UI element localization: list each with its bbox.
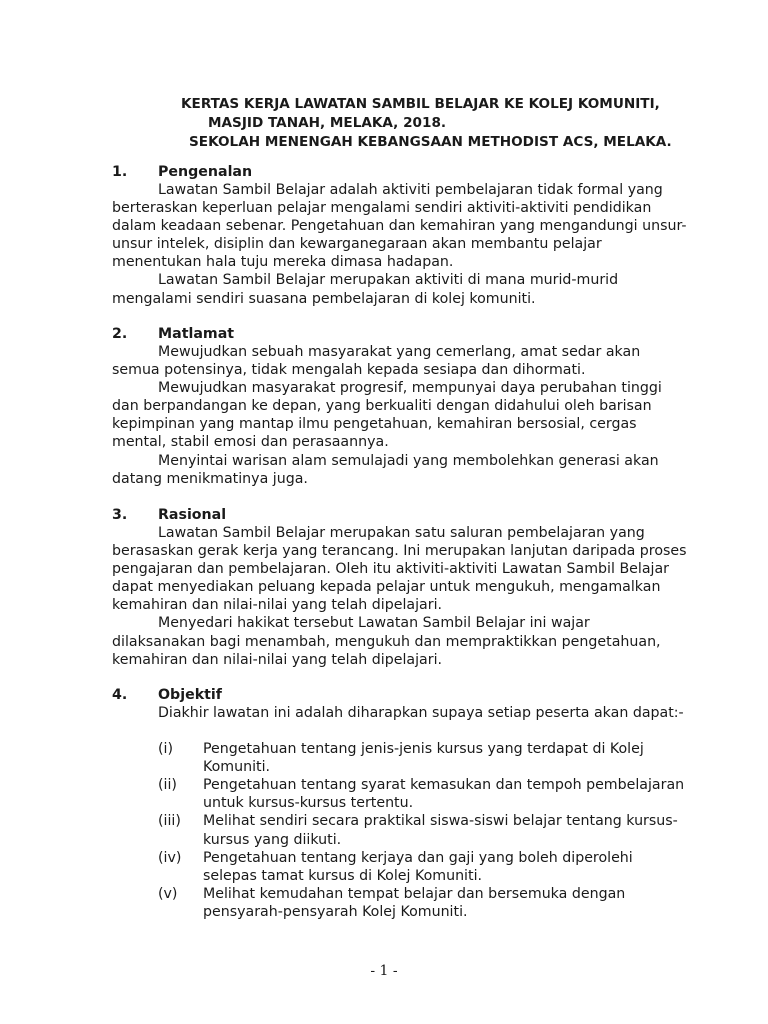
text-line: Menyedari hakikat tersebut Lawatan Sambil Belajar ini wajar: [158, 615, 590, 632]
paragraph: [112, 343, 660, 379]
text-line: pengajaran dan pembelajaran. Oleh itu aktiviti-aktiviti Lawatan Sambil Belajar: [112, 561, 670, 578]
section-title: Rasional: [158, 507, 227, 523]
paragraph: [112, 614, 660, 668]
text-line: Melihat sendiri secara praktikal siswa-siswi belajar tentang kursus-: [203, 813, 678, 830]
list-item: [158, 885, 660, 921]
list-item: [158, 776, 685, 812]
text-line: kemahiran dan nilai-nilai yang telah dipelajari.: [112, 651, 443, 668]
text-line: pensyarah-pensyarah Kolej Komuniti.: [203, 903, 468, 920]
text-line: menentukan hala tuju mereka dimasa hadapan.: [112, 254, 454, 271]
section-title: Matlamat: [158, 326, 235, 342]
text-line: mengalami sendiri suasana pembelajaran di kolej komuniti.: [112, 290, 536, 307]
text-line: Komuniti.: [203, 759, 271, 776]
section-objektif: [112, 686, 685, 921]
list-marker: (ii): [158, 777, 177, 794]
text-line: dalam keadaan sebenar. Pengetahuan dan kemahiran yang mengandungi unsur-: [112, 218, 687, 235]
title-line-3: SEKOLAH MENENGAH KEBANGSAAN METHODIST ACS, MELAKA.: [189, 134, 672, 150]
text-line: Pengetahuan tentang syarat kemasukan dan tempoh pembelajaran: [203, 777, 685, 794]
page-number: - 1 -: [370, 963, 398, 979]
document-title: [181, 95, 672, 152]
text-line: kemahiran dan nilai-nilai yang telah dipelajari.: [112, 597, 443, 614]
section-title: Objektif: [158, 687, 222, 703]
text-line: Lawatan Sambil Belajar merupakan aktiviti di mana murid-murid: [158, 272, 619, 289]
text-line: unsur intelek, disiplin dan kewarganegaraan akan membantu pelajar: [112, 236, 602, 253]
list-marker: (i): [158, 741, 174, 758]
list-item: [158, 812, 678, 848]
text-line: Mewujudkan sebuah masyarakat yang cemerlang, amat sedar akan: [158, 344, 641, 360]
list-item-text: [203, 812, 678, 848]
section-title: Pengenalan: [158, 164, 253, 180]
text-line: Mewujudkan masyarakat progresif, mempunyai daya perubahan tinggi: [158, 380, 662, 397]
text-line: Pengetahuan tentang jenis-jenis kursus yang terdapat di Kolej: [203, 741, 644, 758]
paragraph: [112, 271, 660, 307]
text-line: Lawatan Sambil Belajar adalah aktiviti pembelajaran tidak formal yang: [158, 182, 663, 198]
text-line: dilaksanakan bagi menambah, mengukuh dan mempraktikkan pengetahuan,: [112, 633, 661, 650]
objektif-list: [112, 740, 685, 921]
list-item-text: [203, 740, 660, 776]
paragraph: [112, 379, 660, 451]
paragraph: [112, 524, 687, 614]
list-marker: (v): [158, 885, 178, 902]
list-marker: (iii): [158, 813, 181, 830]
section-heading: [112, 506, 660, 524]
text-line: berteraskan keperluan pelajar mengalami sendiri aktiviti-aktiviti pendidikan: [112, 200, 652, 217]
list-item-text: [203, 776, 685, 812]
text-line: berasaskan gerak kerja yang terancang. Ini merupakan lanjutan daripada proses: [112, 543, 687, 560]
text-line: semua potensinya, tidak mengalah kepada sesiapa dan dihormati.: [112, 362, 586, 379]
title-line-1: KERTAS KERJA LAWATAN SAMBIL BELAJAR KE KOLEJ KOMUNITI,: [181, 96, 660, 112]
text-line: dan berpandangan ke depan, yang berkualiti dengan didahului oleh barisan: [112, 398, 652, 415]
text-line: selepas tamat kursus di Kolej Komuniti.: [203, 867, 483, 884]
section-rasional: [112, 506, 687, 669]
section-heading: [112, 325, 660, 343]
section-heading: [112, 686, 660, 704]
section-number: 3.: [112, 507, 128, 523]
section-number: 1.: [112, 164, 128, 180]
text-line: Melihat kemudahan tempat belajar dan bersemuka dengan: [203, 885, 626, 902]
list-marker: (iv): [158, 849, 182, 866]
text-line: untuk kursus-kursus tertentu.: [203, 795, 414, 812]
objektif-intro: Diakhir lawatan ini adalah diharapkan supaya setiap peserta akan dapat:-: [158, 705, 684, 721]
title-line-2: MASJID TANAH, MELAKA, 2018.: [208, 115, 447, 131]
list-item: [158, 849, 660, 885]
text-line: Lawatan Sambil Belajar merupakan satu saluran pembelajaran yang: [158, 525, 645, 541]
text-line: Pengetahuan tentang kerjaya dan gaji yang boleh diperolehi: [203, 849, 633, 866]
text-line: dapat menyediakan peluang kepada pelajar untuk mengukuh, mengamalkan: [112, 579, 661, 596]
section-number: 2.: [112, 326, 128, 342]
list-item: [158, 740, 660, 776]
section-heading: [112, 163, 660, 181]
text-line: Menyintai warisan alam semulajadi yang membolehkan generasi akan: [158, 452, 659, 469]
list-item-text: [203, 885, 660, 921]
paragraph: [112, 452, 660, 488]
paragraph: [112, 181, 687, 271]
text-line: datang menikmatinya juga.: [112, 470, 308, 487]
text-line: mental, stabil emosi dan perasaannya.: [112, 434, 389, 451]
list-item-text: [203, 849, 660, 885]
section-number: 4.: [112, 687, 128, 703]
section-matlamat: [112, 325, 660, 488]
section-pengenalan: [112, 163, 687, 308]
text-line: kursus yang diikuti.: [203, 831, 342, 848]
text-line: kepimpinan yang mantap ilmu pengetahuan, kemahiran bersosial, cergas: [112, 416, 637, 433]
